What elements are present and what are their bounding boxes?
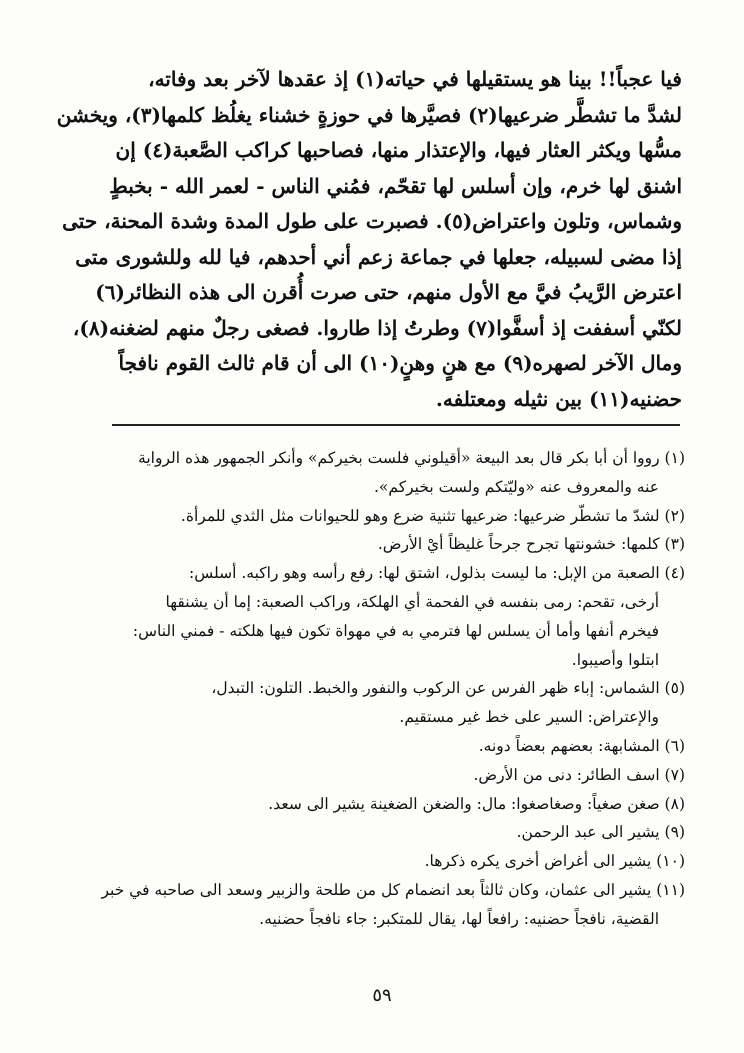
footnote	[100, 790, 685, 819]
footnote	[100, 732, 685, 761]
footnote	[100, 761, 685, 790]
footnote-line: (٨) صغن صغياً: وصغاصغوا: مال: والضغن الضغينة يشير الى سعد.	[268, 794, 685, 813]
footnote-line: (١١) يشير الى عثمان، وكان ثالثاً بعد انضمام كل من طلحة والزبير وسعد الى صاحبه في خبر	[101, 880, 685, 899]
main-text	[56, 62, 682, 417]
footnote	[100, 559, 685, 674]
footnote	[100, 530, 685, 559]
text-line: وشماس، وتلون واعتراض(٥). فصبرت على طول المدة وشدة المحنة، حتى	[62, 209, 682, 233]
footnote	[100, 847, 685, 876]
footnote-line: فيخرم أنفها وأما أن يسلس لها فترمي به في مهواة تكون فيها هلكته - فمني الناس:	[132, 621, 659, 640]
page-number: ٥٩	[372, 985, 392, 1006]
text-line: لشدَّ ما تشطَّر ضرعيها(٢) فصيَّرها في حوزةٍ خشناء يغلُظ كلمها(٣)، ويخشن	[56, 102, 682, 127]
footnote	[100, 674, 685, 732]
text-line: مسُّها ويكثر العثار فيها، والإعتذار منها، فصاحبها كراكب الصَّعبة(٤) إن	[115, 138, 682, 162]
text-line: إذا مضى لسبيله، جعلها في جماعة زعم أني أحدهم، فيا لله وللشورى متى	[75, 244, 682, 269]
footnote-divider	[112, 424, 680, 426]
footnote-line: عنه والمعروف عنه «وليّتكم ولست بخيركم».	[374, 477, 659, 496]
footnote-line: (١) رووا أن أبا بكر قال بعد البيعة «أقيلوني فلست بخيركم» وأنكر الجمهور هذه الرواية	[138, 449, 685, 467]
footnote-line: ابتلوا وأصيبوا.	[571, 650, 659, 669]
footnote-line: (٤) الصعبة من الإبل: ما ليست بذلول، اشتق لها: رفع رأسه وهو راكبه. أسلس:	[189, 564, 685, 583]
text-line: ومال الآخر لصهره(٩) مع هنٍ وهنٍ(١٠) الى أن قام ثالث القوم نافجاً	[118, 351, 682, 375]
footnote-line: (١٠) يشير الى أغراض أخرى يكره ذكرها.	[424, 852, 685, 871]
footnote-line: (٦) المشابهة: بعضهم بعضاً دونه.	[478, 736, 685, 755]
footnote-line: أرخى، تقحم: رمى بنفسه في الفحمة أي الهلكة، وراكب الصعبة: إما أن يشنقها	[165, 592, 659, 611]
footnote-line: (٣) كلمها: خشونتها تجرح جرحاً غليظاً أيْ الأرض.	[377, 535, 685, 554]
text-line: حضنيه(١١) بين نثيله ومعتلفه.	[435, 386, 682, 411]
footnote-line: القضية، نافجاً حضنيه: رافعاً لها، يقال للمتكبر: جاء نافجاً حضنيه.	[259, 909, 659, 928]
footnote-line: (٢) لشدّ ما تشطّر ضرعيها: ضرعيها تثنية ضرع وهو للحيوانات مثل الثدي للمرأة.	[180, 506, 685, 525]
footnote-line: (٥) الشماس: إباء ظهر الفرس عن الركوب والنفور والخبط. التلون: التبدل،	[211, 679, 685, 698]
footnote	[100, 876, 685, 934]
footnotes	[100, 444, 685, 934]
footnote	[100, 502, 685, 531]
footnote	[100, 818, 685, 847]
text-line: فيا عجباً!! بينا هو يستقيلها في حياته(١) إذ عقدها لآخر بعد وفاته،	[148, 67, 682, 91]
text-line: لكنّي أسففت إذ أسفَّوا(٧) وطرتُ إذا طاروا. فصغى رجلٌ منهم لضغنه(٨)،	[72, 315, 682, 340]
text-line: اعترض الرَّيبُ فيَّ مع الأول منهم، حتى صرت أُقرن الى هذه النظائر(٦)	[95, 280, 682, 304]
footnote	[100, 444, 685, 502]
footnote-line: (٧) اسف الطائر: دنى من الأرض.	[473, 765, 685, 784]
footnote-line: والإعتراض: السير على خط غير مستقيم.	[399, 708, 659, 727]
footnote-line: (٩) يشير الى عبد الرحمن.	[516, 823, 685, 842]
text-line: اشنق لها خرم، وإن أسلس لها تقحّم، فمُني الناس - لعمر الله - بخبطٍ	[109, 173, 682, 198]
